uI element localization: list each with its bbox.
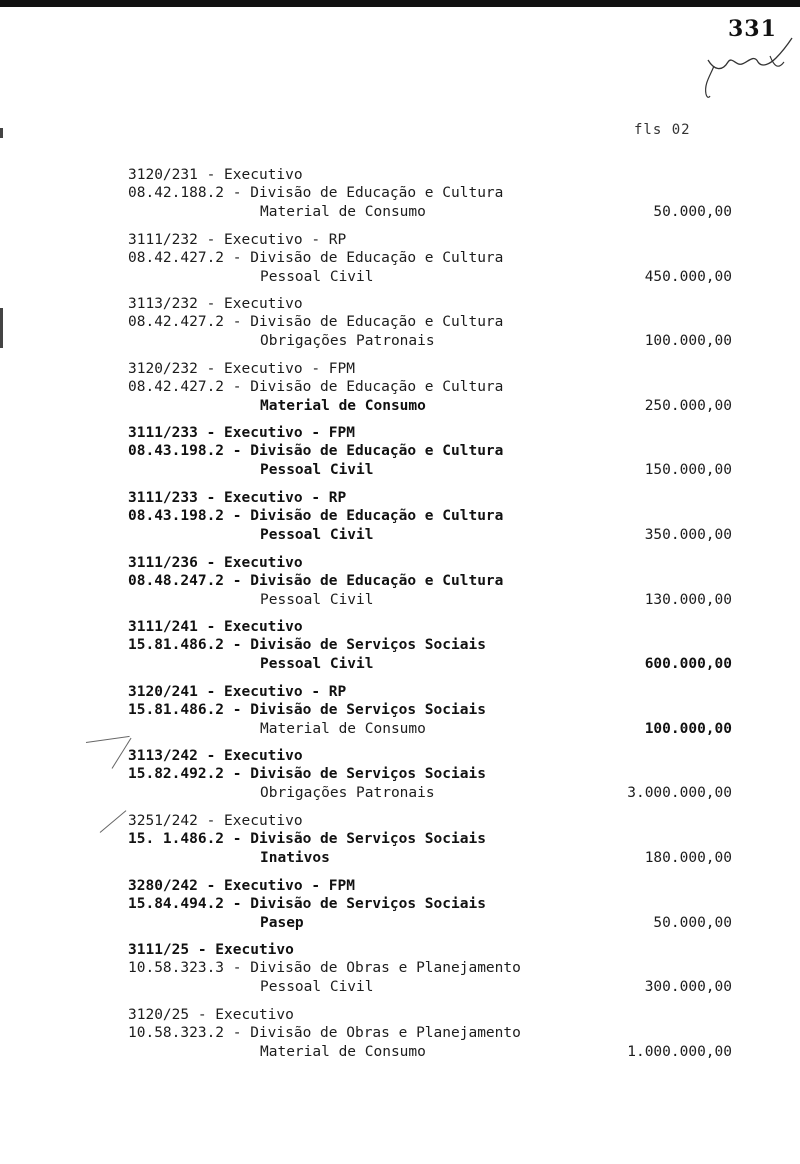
entry-element: Pessoal Civil bbox=[260, 979, 374, 996]
entry-program: 08.48.247.2 - Divisão de Educação e Cultura bbox=[128, 572, 504, 589]
page-number: 331 bbox=[728, 16, 777, 42]
entry-element: Material de Consumo bbox=[260, 397, 426, 414]
entry-code: 3120/231 - Executivo bbox=[128, 167, 303, 183]
entry-element: Material de Consumo bbox=[260, 720, 426, 737]
entry-amount: 3.000.000,00 bbox=[627, 785, 732, 802]
entry-code: 3111/232 - Executivo - RP bbox=[128, 231, 347, 248]
entry-program: 08.43.198.2 - Divisão de Educação e Cultura bbox=[128, 507, 504, 524]
entry-code: 3113/232 - Executivo bbox=[128, 296, 303, 313]
entry-element: Inativos bbox=[260, 849, 330, 866]
entry-amount: 150.000,00 bbox=[644, 462, 732, 479]
budget-entry bbox=[0, 166, 800, 231]
entry-program: 15.84.494.2 - Divisão de Serviços Sociais bbox=[128, 895, 486, 912]
entry-code: 3111/236 - Executivo bbox=[128, 554, 303, 571]
entry-element: Obrigações Patronais bbox=[260, 333, 435, 350]
entry-element: Pessoal Civil bbox=[260, 268, 374, 285]
entry-amount: 250.000,00 bbox=[644, 397, 732, 414]
entry-code: 3111/241 - Executivo bbox=[128, 619, 303, 636]
entry-element: Material de Consumo bbox=[260, 204, 426, 220]
entry-amount: 350.000,00 bbox=[644, 526, 732, 543]
budget-entry bbox=[0, 1006, 800, 1071]
budget-entry-list bbox=[0, 166, 800, 1070]
entry-element: Obrigações Patronais bbox=[260, 785, 435, 802]
budget-entry bbox=[0, 941, 800, 1006]
entry-program: 15.82.492.2 - Divisão de Serviços Sociais bbox=[128, 766, 486, 783]
entry-element: Pessoal Civil bbox=[260, 591, 374, 608]
entry-amount: 1.000.000,00 bbox=[627, 1043, 732, 1060]
entry-code: 3120/241 - Executivo - RP bbox=[128, 683, 347, 700]
entry-program: 15.81.486.2 - Divisão de Serviços Sociais bbox=[128, 637, 486, 654]
budget-entry bbox=[0, 360, 800, 425]
entry-program: 15. 1.486.2 - Divisão de Serviços Sociais bbox=[128, 830, 486, 847]
budget-entry bbox=[0, 877, 800, 942]
entry-amount: 100.000,00 bbox=[644, 720, 732, 737]
scan-top-border bbox=[0, 0, 800, 7]
entry-program: 15.81.486.2 - Divisão de Serviços Sociais bbox=[128, 701, 486, 718]
entry-code: 3113/242 - Executivo bbox=[128, 748, 303, 765]
entry-code: 3111/233 - Executivo - FPM bbox=[128, 425, 355, 442]
entry-element: Material de Consumo bbox=[260, 1043, 426, 1060]
entry-element: Pasep bbox=[260, 914, 304, 931]
budget-entry bbox=[0, 489, 800, 554]
entry-program: 10.58.323.3 - Divisão de Obras e Planejamento bbox=[128, 960, 521, 977]
entry-code: 3251/242 - Executivo bbox=[128, 812, 303, 829]
entry-code: 3120/25 - Executivo bbox=[128, 1006, 294, 1023]
entry-amount: 130.000,00 bbox=[644, 591, 732, 608]
entry-amount: 450.000,00 bbox=[644, 268, 732, 285]
entry-program: 08.42.427.2 - Divisão de Educação e Cultura bbox=[128, 378, 504, 395]
budget-entry bbox=[0, 812, 800, 877]
entry-code: 3111/233 - Executivo - RP bbox=[128, 489, 347, 506]
entry-amount: 50.000,00 bbox=[653, 204, 732, 220]
entry-code: 3120/232 - Executivo - FPM bbox=[128, 360, 355, 377]
budget-entry bbox=[0, 424, 800, 489]
entry-program: 08.42.188.2 - Divisão de Educação e Cultura bbox=[128, 185, 504, 201]
entry-amount: 600.000,00 bbox=[644, 656, 732, 673]
entry-element: Pessoal Civil bbox=[260, 526, 374, 543]
entry-code: 3280/242 - Executivo - FPM bbox=[128, 877, 355, 894]
entry-program: 08.43.198.2 - Divisão de Educação e Cultura bbox=[128, 443, 504, 460]
entry-amount: 180.000,00 bbox=[644, 849, 732, 866]
handwritten-rubric bbox=[700, 36, 796, 106]
entry-program: 10.58.323.2 - Divisão de Obras e Planejamento bbox=[128, 1024, 521, 1041]
entry-code: 3111/25 - Executivo bbox=[128, 942, 294, 959]
entry-element: Pessoal Civil bbox=[260, 656, 374, 673]
entry-program: 08.42.427.2 - Divisão de Educação e Cultura bbox=[128, 249, 504, 266]
budget-entry bbox=[0, 618, 800, 683]
entry-amount: 100.000,00 bbox=[644, 333, 732, 350]
entry-amount: 50.000,00 bbox=[653, 914, 732, 931]
scan-left-mark bbox=[0, 128, 3, 138]
budget-entry bbox=[0, 295, 800, 360]
budget-entry bbox=[0, 747, 800, 812]
entry-amount: 300.000,00 bbox=[644, 979, 732, 996]
entry-element: Pessoal Civil bbox=[260, 462, 374, 479]
folio-label: fls 02 bbox=[634, 122, 691, 138]
budget-entry bbox=[0, 231, 800, 296]
budget-entry bbox=[0, 554, 800, 619]
entry-program: 08.42.427.2 - Divisão de Educação e Cultura bbox=[128, 314, 504, 331]
